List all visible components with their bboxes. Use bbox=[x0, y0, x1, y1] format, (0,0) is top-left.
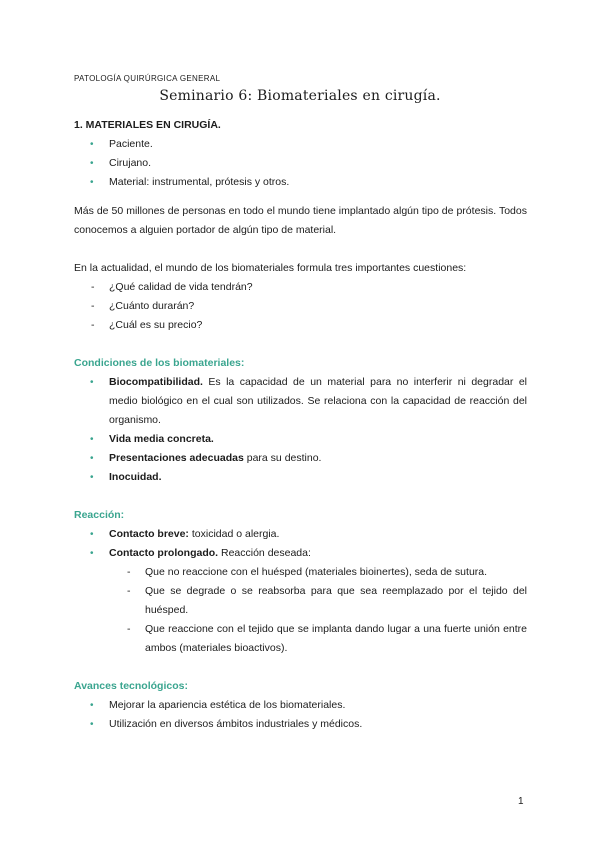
list-item bbox=[74, 544, 527, 563]
reaction-sublist bbox=[109, 563, 527, 658]
list-item: - Que se degrade o se reabsorba para que sea reemplazado por el tejido del huésped. bbox=[109, 582, 527, 620]
page-number: 1 bbox=[518, 796, 524, 807]
term-label: Contacto prolongado. bbox=[109, 547, 219, 559]
conditions-heading: Condiciones de los biomateriales: bbox=[74, 357, 245, 369]
list-item: • Utilización en diversos ámbitos industriales y médicos. bbox=[74, 715, 527, 734]
term-text: toxicidad o alergia. bbox=[191, 528, 280, 540]
term-label: Inocuidad. bbox=[109, 471, 162, 483]
reaction-heading: Reacción: bbox=[74, 509, 125, 521]
list-item: - ¿Cuál es su precio? bbox=[74, 316, 527, 335]
term-text: Es la capacidad de un material para no interferir ni degradar el medio biológico en el cual son utilizados. Se relaciona con la capacidad de reacción del organismo. bbox=[109, 376, 528, 426]
term-text: Reacción deseada: bbox=[221, 547, 311, 559]
questions-list bbox=[74, 278, 527, 335]
term-label: Biocompatibilidad. bbox=[109, 376, 203, 388]
reaction-list bbox=[74, 525, 527, 563]
course-header: PATOLOGÍA QUIRÚRGICA GENERAL bbox=[74, 74, 221, 83]
list-item: • Cirujano. bbox=[74, 154, 527, 173]
list-item: • Mejorar la apariencia estética de los biomateriales. bbox=[74, 696, 527, 715]
paragraph-questions-intro: En la actualidad, el mundo de los biomateriales formula tres importantes cuestiones: bbox=[74, 262, 467, 274]
page-title: Seminario 6: Biomateriales en cirugía. bbox=[159, 88, 441, 104]
section-heading: 1. MATERIALES EN CIRUGÍA. bbox=[74, 119, 221, 131]
paragraph-implants: Más de 50 millones de personas en todo el mundo tiene implantado algún tipo de prótesis. Todos conocemos a alguien portador de algún tipo de material. bbox=[74, 205, 527, 236]
list-item: • Material: instrumental, prótesis y otros. bbox=[74, 173, 527, 192]
term-label: Vida media concreta. bbox=[109, 433, 214, 445]
list-item: - ¿Cuánto durarán? bbox=[74, 297, 527, 316]
list-item bbox=[74, 373, 527, 430]
list-item: - Que reaccione con el tejido que se implanta dando lugar a una fuerte unión entre ambos (materiales bioactivos). bbox=[109, 620, 527, 658]
list-item: • Paciente. bbox=[74, 135, 527, 154]
list-item bbox=[74, 449, 527, 468]
materials-list bbox=[74, 135, 527, 192]
term-label: Contacto breve: bbox=[109, 528, 189, 540]
list-item bbox=[74, 525, 527, 544]
advances-list bbox=[74, 696, 527, 734]
document-body bbox=[74, 116, 527, 734]
list-item: - Que no reaccione con el huésped (materiales bioinertes), seda de sutura. bbox=[109, 563, 527, 582]
list-item: - ¿Qué calidad de vida tendrán? bbox=[74, 278, 527, 297]
conditions-list bbox=[74, 373, 527, 487]
list-item bbox=[74, 430, 527, 449]
advances-heading: Avances tecnológicos: bbox=[74, 680, 188, 692]
term-label: Presentaciones adecuadas bbox=[109, 452, 244, 464]
list-item bbox=[74, 468, 527, 487]
term-text: para su destino. bbox=[246, 452, 322, 464]
